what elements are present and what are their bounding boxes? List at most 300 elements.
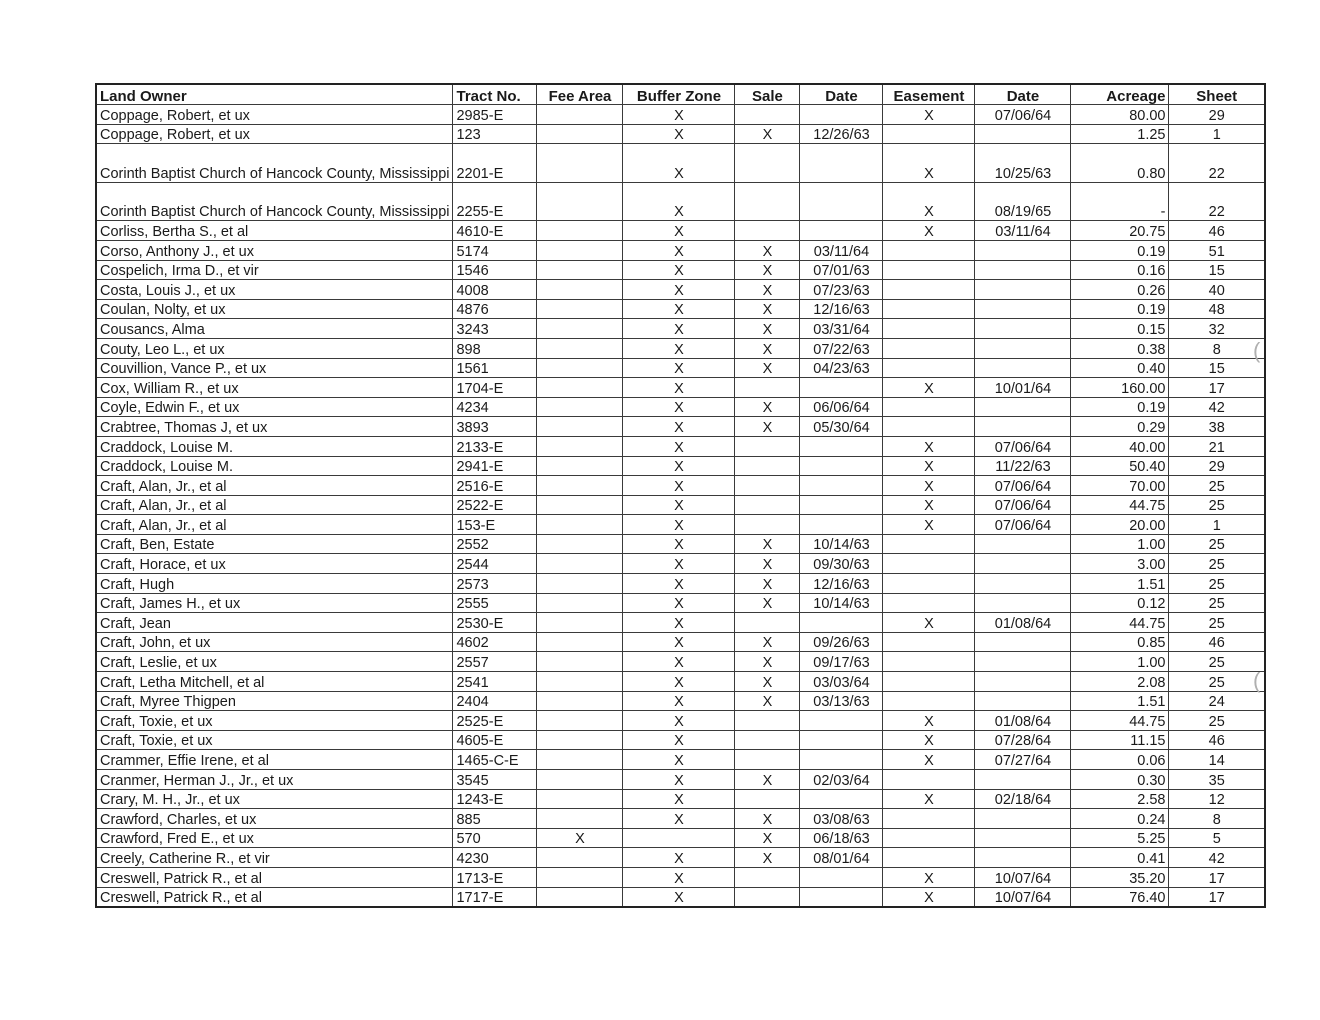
sheet-cell: 17 <box>1169 378 1265 398</box>
column-header-easement-date: Date <box>975 84 1071 105</box>
easement-date-cell <box>975 124 1071 144</box>
table-row <box>96 417 1265 437</box>
buffer-zone-cell: X <box>623 711 735 731</box>
easement-date-cell <box>975 338 1071 358</box>
table-row <box>96 260 1265 280</box>
sheet-cell: 46 <box>1169 730 1265 750</box>
column-header-buffer-zone: Buffer Zone <box>623 84 735 105</box>
buffer-zone-cell: X <box>623 319 735 339</box>
sale-date-cell: 10/14/63 <box>800 534 883 554</box>
tract-no-cell: 2255-E <box>453 182 537 221</box>
acreage-cell: 0.40 <box>1071 358 1169 378</box>
sale-date-cell: 06/18/63 <box>800 828 883 848</box>
acreage-cell: 2.58 <box>1071 789 1169 809</box>
fee-area-cell <box>537 417 623 437</box>
acreage-cell: 1.51 <box>1071 574 1169 594</box>
tract-no-cell: 1465-C-E <box>453 750 537 770</box>
land-owner-cell: Craft, Alan, Jr., et al <box>96 495 453 515</box>
easement-cell: X <box>883 436 975 456</box>
easement-date-cell <box>975 809 1071 829</box>
easement-date-cell <box>975 672 1071 692</box>
land-owner-cell: Cospelich, Irma D., et vir <box>96 260 453 280</box>
table-row <box>96 887 1265 907</box>
fee-area-cell: X <box>537 828 623 848</box>
easement-date-cell: 10/07/64 <box>975 867 1071 887</box>
sale-cell <box>735 867 800 887</box>
land-owner-cell: Craddock, Louise M. <box>96 456 453 476</box>
table-row <box>96 358 1265 378</box>
sale-date-cell: 12/16/63 <box>800 574 883 594</box>
sale-date-cell: 03/11/64 <box>800 240 883 260</box>
acreage-cell: 44.75 <box>1071 613 1169 633</box>
acreage-cell: 76.40 <box>1071 887 1169 907</box>
sale-cell <box>735 182 800 221</box>
fee-area-cell <box>537 691 623 711</box>
tract-no-cell: 1717-E <box>453 887 537 907</box>
table-row <box>96 124 1265 144</box>
fee-area-cell <box>537 613 623 633</box>
sheet-cell: 38 <box>1169 417 1265 437</box>
header-row <box>96 84 1265 105</box>
table-row <box>96 221 1265 241</box>
tract-no-cell: 1704-E <box>453 378 537 398</box>
sheet-cell: 5 <box>1169 828 1265 848</box>
tract-no-cell: 3545 <box>453 770 537 790</box>
sale-cell <box>735 221 800 241</box>
land-owner-cell: Craddock, Louise M. <box>96 436 453 456</box>
table-row <box>96 280 1265 300</box>
sale-date-cell: 05/30/64 <box>800 417 883 437</box>
easement-date-cell <box>975 691 1071 711</box>
acreage-cell: 40.00 <box>1071 436 1169 456</box>
acreage-cell: 0.06 <box>1071 750 1169 770</box>
buffer-zone-cell: X <box>623 358 735 378</box>
sheet-cell: 25 <box>1169 711 1265 731</box>
sheet-cell: 25 <box>1169 593 1265 613</box>
easement-date-cell: 11/22/63 <box>975 456 1071 476</box>
buffer-zone-cell: X <box>623 809 735 829</box>
sale-cell <box>735 730 800 750</box>
sale-cell: X <box>735 652 800 672</box>
acreage-cell: 44.75 <box>1071 495 1169 515</box>
table-row <box>96 711 1265 731</box>
sale-cell <box>735 105 800 125</box>
easement-date-cell: 07/06/64 <box>975 495 1071 515</box>
sale-cell: X <box>735 417 800 437</box>
easement-date-cell <box>975 848 1071 868</box>
sheet-cell: 42 <box>1169 848 1265 868</box>
acreage-cell: 1.51 <box>1071 691 1169 711</box>
sale-cell: X <box>735 358 800 378</box>
fee-area-cell <box>537 182 623 221</box>
tract-no-cell: 4876 <box>453 299 537 319</box>
table-row <box>96 613 1265 633</box>
table-row <box>96 495 1265 515</box>
table-row <box>96 867 1265 887</box>
sale-cell <box>735 750 800 770</box>
sale-cell: X <box>735 124 800 144</box>
easement-date-cell: 07/06/64 <box>975 105 1071 125</box>
tract-no-cell: 570 <box>453 828 537 848</box>
tract-no-cell: 2552 <box>453 534 537 554</box>
easement-cell <box>883 299 975 319</box>
table-row <box>96 789 1265 809</box>
easement-date-cell: 07/06/64 <box>975 476 1071 496</box>
sale-cell: X <box>735 397 800 417</box>
tract-no-cell: 3893 <box>453 417 537 437</box>
buffer-zone-cell: X <box>623 417 735 437</box>
sale-date-cell <box>800 495 883 515</box>
acreage-cell: 1.00 <box>1071 534 1169 554</box>
easement-date-cell <box>975 554 1071 574</box>
sale-date-cell: 07/22/63 <box>800 338 883 358</box>
sale-cell: X <box>735 770 800 790</box>
buffer-zone-cell: X <box>623 848 735 868</box>
easement-date-cell <box>975 652 1071 672</box>
easement-cell <box>883 554 975 574</box>
sheet-cell: 25 <box>1169 495 1265 515</box>
fee-area-cell <box>537 436 623 456</box>
table-row <box>96 299 1265 319</box>
tract-no-cell: 2573 <box>453 574 537 594</box>
table-row <box>96 476 1265 496</box>
fee-area-cell <box>537 770 623 790</box>
table-row <box>96 593 1265 613</box>
land-owner-cell: Craft, Alan, Jr., et al <box>96 515 453 535</box>
sheet-cell: 25 <box>1169 476 1265 496</box>
sale-date-cell: 10/14/63 <box>800 593 883 613</box>
fee-area-cell <box>537 495 623 515</box>
land-owner-cell: Craft, Letha Mitchell, et al <box>96 672 453 692</box>
sale-cell: X <box>735 632 800 652</box>
sale-date-cell: 12/26/63 <box>800 124 883 144</box>
sheet-cell: 40 <box>1169 280 1265 300</box>
sale-cell: X <box>735 260 800 280</box>
easement-cell: X <box>883 867 975 887</box>
table-row <box>96 378 1265 398</box>
fee-area-cell <box>537 338 623 358</box>
easement-date-cell <box>975 319 1071 339</box>
fee-area-cell <box>537 672 623 692</box>
easement-cell: X <box>883 730 975 750</box>
sale-cell: X <box>735 672 800 692</box>
acreage-cell: 20.00 <box>1071 515 1169 535</box>
land-owner-cell: Craft, Toxie, et ux <box>96 711 453 731</box>
tract-no-cell: 1713-E <box>453 867 537 887</box>
easement-date-cell <box>975 534 1071 554</box>
table-row <box>96 456 1265 476</box>
easement-date-cell <box>975 397 1071 417</box>
easement-cell <box>883 124 975 144</box>
table-row <box>96 515 1265 535</box>
fee-area-cell <box>537 221 623 241</box>
sheet-cell: 15 <box>1169 358 1265 378</box>
buffer-zone-cell: X <box>623 652 735 672</box>
easement-cell: X <box>883 476 975 496</box>
sale-cell: X <box>735 240 800 260</box>
sale-date-cell: 04/23/63 <box>800 358 883 378</box>
acreage-cell: 1.00 <box>1071 652 1169 672</box>
easement-date-cell <box>975 828 1071 848</box>
easement-cell: X <box>883 378 975 398</box>
acreage-cell: 0.85 <box>1071 632 1169 652</box>
table-row <box>96 144 1265 183</box>
sale-date-cell: 12/16/63 <box>800 299 883 319</box>
land-owner-cell: Coulan, Nolty, et ux <box>96 299 453 319</box>
easement-date-cell <box>975 632 1071 652</box>
tract-no-cell: 898 <box>453 338 537 358</box>
easement-cell: X <box>883 182 975 221</box>
table-row <box>96 105 1265 125</box>
acreage-cell: 0.16 <box>1071 260 1169 280</box>
sale-cell <box>735 515 800 535</box>
sheet-cell: 17 <box>1169 867 1265 887</box>
tract-no-cell: 4605-E <box>453 730 537 750</box>
table-row <box>96 554 1265 574</box>
fee-area-cell <box>537 554 623 574</box>
land-owner-cell: Cox, William R., et ux <box>96 378 453 398</box>
buffer-zone-cell: X <box>623 887 735 907</box>
buffer-zone-cell: X <box>623 593 735 613</box>
sheet-cell: 15 <box>1169 260 1265 280</box>
acreage-cell: 0.15 <box>1071 319 1169 339</box>
fee-area-cell <box>537 105 623 125</box>
easement-date-cell: 10/25/63 <box>975 144 1071 183</box>
buffer-zone-cell: X <box>623 613 735 633</box>
buffer-zone-cell: X <box>623 770 735 790</box>
easement-cell <box>883 691 975 711</box>
fee-area-cell <box>537 280 623 300</box>
sheet-cell: 48 <box>1169 299 1265 319</box>
fee-area-cell <box>537 652 623 672</box>
easement-cell: X <box>883 221 975 241</box>
buffer-zone-cell: X <box>623 280 735 300</box>
sale-date-cell <box>800 182 883 221</box>
sale-cell <box>735 436 800 456</box>
easement-date-cell <box>975 280 1071 300</box>
tract-no-cell: 2516-E <box>453 476 537 496</box>
sale-date-cell <box>800 613 883 633</box>
table-row <box>96 828 1265 848</box>
land-owner-cell: Corliss, Bertha S., et al <box>96 221 453 241</box>
sheet-cell: 22 <box>1169 144 1265 183</box>
easement-date-cell <box>975 593 1071 613</box>
land-owner-cell: Craft, Myree Thigpen <box>96 691 453 711</box>
sale-cell: X <box>735 691 800 711</box>
acreage-cell: 2.08 <box>1071 672 1169 692</box>
sale-cell <box>735 613 800 633</box>
easement-cell: X <box>883 613 975 633</box>
fee-area-cell <box>537 476 623 496</box>
acreage-cell: 11.15 <box>1071 730 1169 750</box>
easement-cell <box>883 672 975 692</box>
tract-no-cell: 2941-E <box>453 456 537 476</box>
fee-area-cell <box>537 632 623 652</box>
easement-cell <box>883 534 975 554</box>
easement-date-cell <box>975 417 1071 437</box>
easement-cell <box>883 417 975 437</box>
sale-cell <box>735 378 800 398</box>
acreage-cell: 3.00 <box>1071 554 1169 574</box>
fee-area-cell <box>537 456 623 476</box>
table-row <box>96 730 1265 750</box>
sheet-cell: 51 <box>1169 240 1265 260</box>
easement-date-cell <box>975 299 1071 319</box>
sale-cell <box>735 456 800 476</box>
acreage-cell: 35.20 <box>1071 867 1169 887</box>
tract-no-cell: 2525-E <box>453 711 537 731</box>
sale-cell: X <box>735 338 800 358</box>
sale-date-cell: 09/30/63 <box>800 554 883 574</box>
land-owner-cell: Crary, M. H., Jr., et ux <box>96 789 453 809</box>
easement-cell: X <box>883 456 975 476</box>
buffer-zone-cell <box>623 828 735 848</box>
sale-date-cell: 09/26/63 <box>800 632 883 652</box>
sale-date-cell: 03/13/63 <box>800 691 883 711</box>
buffer-zone-cell: X <box>623 691 735 711</box>
acreage-cell: 1.25 <box>1071 124 1169 144</box>
fee-area-cell <box>537 750 623 770</box>
sale-date-cell: 03/03/64 <box>800 672 883 692</box>
easement-date-cell: 08/19/65 <box>975 182 1071 221</box>
sale-date-cell <box>800 221 883 241</box>
table-row <box>96 397 1265 417</box>
fee-area-cell <box>537 848 623 868</box>
fee-area-cell <box>537 397 623 417</box>
sheet-cell: 29 <box>1169 105 1265 125</box>
sale-date-cell: 07/23/63 <box>800 280 883 300</box>
sale-cell: X <box>735 554 800 574</box>
acreage-cell: 0.19 <box>1071 299 1169 319</box>
sheet-cell: 35 <box>1169 770 1265 790</box>
table-row <box>96 652 1265 672</box>
sheet-cell: 8 <box>1169 809 1265 829</box>
fee-area-cell <box>537 887 623 907</box>
land-owner-cell: Craft, Leslie, et ux <box>96 652 453 672</box>
fee-area-cell <box>537 124 623 144</box>
sale-cell <box>735 789 800 809</box>
land-owner-cell: Coppage, Robert, et ux <box>96 105 453 125</box>
easement-date-cell <box>975 260 1071 280</box>
table-row <box>96 632 1265 652</box>
land-owner-cell: Crammer, Effie Irene, et al <box>96 750 453 770</box>
tract-no-cell: 123 <box>453 124 537 144</box>
table-row <box>96 691 1265 711</box>
column-header-acreage: Acreage <box>1071 84 1169 105</box>
tract-no-cell: 1561 <box>453 358 537 378</box>
buffer-zone-cell: X <box>623 240 735 260</box>
land-owner-cell: Cranmer, Herman J., Jr., et ux <box>96 770 453 790</box>
easement-cell <box>883 652 975 672</box>
table-row <box>96 182 1265 221</box>
sale-date-cell <box>800 711 883 731</box>
sheet-cell: 25 <box>1169 672 1265 692</box>
acreage-cell: - <box>1071 182 1169 221</box>
buffer-zone-cell: X <box>623 672 735 692</box>
easement-cell <box>883 828 975 848</box>
sale-cell: X <box>735 828 800 848</box>
sheet-cell: 25 <box>1169 554 1265 574</box>
sale-date-cell: 03/31/64 <box>800 319 883 339</box>
acreage-cell: 50.40 <box>1071 456 1169 476</box>
land-owner-cell: Crawford, Charles, et ux <box>96 809 453 829</box>
acreage-cell: 20.75 <box>1071 221 1169 241</box>
land-owner-cell: Costa, Louis J., et ux <box>96 280 453 300</box>
sale-cell: X <box>735 809 800 829</box>
fee-area-cell <box>537 319 623 339</box>
land-owner-cell: Craft, John, et ux <box>96 632 453 652</box>
land-owner-cell: Craft, Horace, et ux <box>96 554 453 574</box>
acreage-cell: 44.75 <box>1071 711 1169 731</box>
easement-cell <box>883 770 975 790</box>
easement-date-cell <box>975 770 1071 790</box>
column-header-sale-date: Date <box>800 84 883 105</box>
table-row <box>96 750 1265 770</box>
easement-cell <box>883 574 975 594</box>
tract-no-cell: 2557 <box>453 652 537 672</box>
sale-cell <box>735 711 800 731</box>
sale-date-cell <box>800 476 883 496</box>
sheet-cell: 25 <box>1169 574 1265 594</box>
sheet-cell: 14 <box>1169 750 1265 770</box>
buffer-zone-cell: X <box>623 632 735 652</box>
easement-cell: X <box>883 495 975 515</box>
land-owner-cell: Craft, Hugh <box>96 574 453 594</box>
easement-date-cell <box>975 240 1071 260</box>
sale-cell <box>735 144 800 183</box>
sheet-cell: 42 <box>1169 397 1265 417</box>
fee-area-cell <box>537 711 623 731</box>
table-row <box>96 240 1265 260</box>
land-owner-cell: Craft, Alan, Jr., et al <box>96 476 453 496</box>
tract-no-cell: 2133-E <box>453 436 537 456</box>
sale-cell: X <box>735 534 800 554</box>
column-header-sheet: Sheet <box>1169 84 1265 105</box>
acreage-cell: 0.24 <box>1071 809 1169 829</box>
buffer-zone-cell: X <box>623 867 735 887</box>
sale-date-cell: 09/17/63 <box>800 652 883 672</box>
sheet-cell: 1 <box>1169 124 1265 144</box>
fee-area-cell <box>537 260 623 280</box>
buffer-zone-cell: X <box>623 534 735 554</box>
table-body <box>96 105 1265 908</box>
tract-no-cell: 2985-E <box>453 105 537 125</box>
tract-no-cell: 153-E <box>453 515 537 535</box>
sale-date-cell <box>800 730 883 750</box>
fee-area-cell <box>537 574 623 594</box>
easement-cell <box>883 338 975 358</box>
table-row <box>96 809 1265 829</box>
tract-no-cell: 4230 <box>453 848 537 868</box>
buffer-zone-cell: X <box>623 750 735 770</box>
land-owner-cell: Creswell, Patrick R., et al <box>96 867 453 887</box>
sheet-cell: 46 <box>1169 632 1265 652</box>
acreage-cell: 70.00 <box>1071 476 1169 496</box>
buffer-zone-cell: X <box>623 574 735 594</box>
sheet-cell: 17 <box>1169 887 1265 907</box>
column-header-easement: Easement <box>883 84 975 105</box>
column-header-tract-no: Tract No. <box>453 84 537 105</box>
sheet-cell: 25 <box>1169 652 1265 672</box>
easement-cell: X <box>883 750 975 770</box>
fee-area-cell <box>537 358 623 378</box>
land-owner-cell: Coyle, Edwin F., et ux <box>96 397 453 417</box>
fee-area-cell <box>537 534 623 554</box>
sale-date-cell: 03/08/63 <box>800 809 883 829</box>
easement-cell: X <box>883 105 975 125</box>
fee-area-cell <box>537 593 623 613</box>
tract-no-cell: 885 <box>453 809 537 829</box>
